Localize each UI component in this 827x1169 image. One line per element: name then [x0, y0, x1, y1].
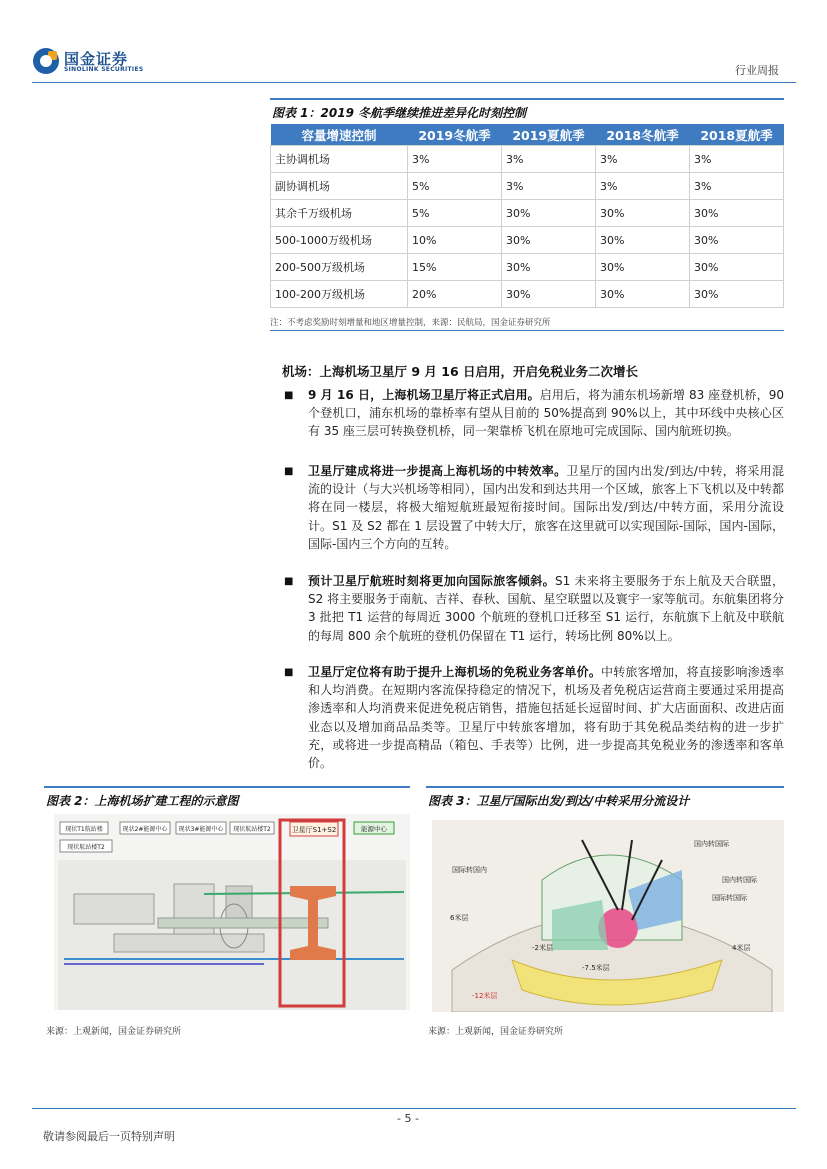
- logo-text-en: SINOLINK SECURITIES: [64, 66, 144, 73]
- value-cell: 5%: [408, 200, 502, 227]
- bullet-text: S1 未来将主要服务于东上航及天合联盟，S2 将主要服务于南航、吉祥、春秋、国航、星空联盟以及寰宇一家等航司。东航集团将分 3 批把 T1 运营的每周近 3000 个航班的登机口迁移至 S1 运行，东航旗下上航及中联航的每周 800 余个航班的登机仍保留在 T1 运行，转场比例 80%以上。: [308, 574, 784, 643]
- figure2-top-rule: [44, 786, 410, 788]
- value-cell: 30%: [502, 254, 596, 281]
- table-row: [271, 200, 784, 227]
- diagram-label: 国内转国际: [722, 876, 757, 884]
- table-header-cell: 容量增速控制: [271, 124, 408, 146]
- disclaimer-note: 敬请参阅最后一页特别声明: [43, 1130, 175, 1143]
- bullet-paragraph: [308, 572, 784, 645]
- row-label-cell: 200-500万级机场: [271, 254, 408, 281]
- value-cell: 30%: [690, 227, 784, 254]
- row-label-cell: 100-200万级机场: [271, 281, 408, 308]
- table-header-cell: 2019夏航季: [502, 124, 596, 146]
- table1-note: 注：不考虑奖励时刻增量和地区增量控制，来源：民航局，国金证券研究所: [270, 318, 551, 328]
- row-label-cell: 500-1000万级机场: [271, 227, 408, 254]
- value-cell: 3%: [596, 146, 690, 173]
- value-cell: 3%: [690, 146, 784, 173]
- value-cell: 3%: [690, 173, 784, 200]
- diagram-label: 国际转国际: [712, 894, 747, 902]
- table-header-cell: 2019冬航季: [408, 124, 502, 146]
- bullet-icon: ■: [284, 390, 294, 401]
- figure3-top-rule: [426, 786, 784, 788]
- value-cell: 30%: [596, 227, 690, 254]
- diagram-label: -12米层: [472, 992, 498, 1000]
- table1-top-rule: [270, 98, 784, 100]
- table-row: [271, 173, 784, 200]
- diagram-label: 现状航站楼T2: [67, 844, 105, 851]
- table1-bottom-rule: [270, 330, 784, 331]
- table-header-cell: 2018夏航季: [690, 124, 784, 146]
- bullet-text: 启用后，将为浦东机场新增 83 座登机桥，90 个登机口，浦东机场的靠桥率有望从目前的 50%提高到 90%以上，其中环线中央核心区有 35 座三层可转换登机桥，同一架靠桥飞机在原地可完成国际、国内航班切换。: [308, 388, 784, 439]
- diagram-label: -2米层: [532, 944, 553, 952]
- diagram-label: 国内转国际: [694, 840, 729, 848]
- bullet-lead: 卫星厅定位将有助于提升上海机场的免税业务客单价。: [308, 665, 602, 679]
- diagram-label: 现状2#能源中心: [122, 826, 168, 833]
- company-logo-icon: [33, 48, 59, 74]
- value-cell: 30%: [502, 227, 596, 254]
- header-rule: [32, 82, 796, 83]
- table-row: [271, 254, 784, 281]
- bullet-text: 卫星厅的国内出发/到达/中转，将采用混流的设计（与大兴机场等相同），国内出发和到达共用一个区域，旅客上下飞机以及中转都将在同一楼层，将极大缩短航班最短衔接时间。国际出发/到达/中转方面，采用分流设计。S1 及 S2 都在 1 层设置了中转大厅，旅客在这里就可以实现国际-国际，国内-国际，国际-国内三个方向的互转。: [308, 464, 784, 551]
- diagram-label: 4米层: [732, 944, 751, 952]
- airport-expansion-diagram: [54, 814, 410, 1010]
- value-cell: 3%: [502, 173, 596, 200]
- bullet-text: 中转旅客增加，将直接影响渗透率和人均消费。在短期内客流保持稳定的情况下，机场及者免税店运营商主要通过采用提高渗透率和人均消费来促进免税店销售，措施包括延长逗留时间、扩大店面面积、改进店面业态以及增加商品品类等。卫星厅中转旅客增加，将有助于其免税品类结构的进一步扩充，或将进一步提高精品（箱包、手表等）比例，进一步提高其免税业务的渗透率和客单价。: [308, 665, 784, 771]
- page-number: - 5 -: [397, 1112, 419, 1125]
- row-label-cell: 副协调机场: [271, 173, 408, 200]
- value-cell: 10%: [408, 227, 502, 254]
- bullet-icon: ■: [284, 466, 294, 477]
- bullet-paragraph: [308, 386, 784, 441]
- value-cell: 30%: [596, 281, 690, 308]
- figure3-source: 来源：上观新闻，国金证券研究所: [428, 1027, 564, 1037]
- value-cell: 30%: [502, 281, 596, 308]
- value-cell: 20%: [408, 281, 502, 308]
- diagram-label: 现状T1航站楼: [65, 826, 103, 833]
- diagram-label: 6米层: [450, 914, 469, 922]
- table-row: [271, 227, 784, 254]
- figure2-source: 来源：上观新闻，国金证券研究所: [46, 1027, 182, 1037]
- bullet-icon: ■: [284, 667, 294, 678]
- value-cell: 3%: [596, 173, 690, 200]
- value-cell: 5%: [408, 173, 502, 200]
- figure2-title: 图表 2：上海机场扩建工程的示意图: [46, 794, 239, 808]
- value-cell: 30%: [502, 200, 596, 227]
- logo-text-cn: 国金证券: [64, 50, 129, 68]
- table1-title: 图表 1：2019 冬航季继续推进差异化时刻控制: [272, 106, 527, 120]
- diagram-label: 国际转国内: [452, 866, 487, 874]
- diagram-label: 现状航站楼T2: [233, 826, 271, 833]
- section-title: 机场：上海机场卫星厅 9 月 16 日启用，开启免税业务二次增长: [282, 364, 639, 379]
- value-cell: 30%: [596, 254, 690, 281]
- value-cell: 3%: [408, 146, 502, 173]
- bullet-paragraph: [308, 462, 784, 553]
- table-row: [271, 281, 784, 308]
- figure3-title: 图表 3：卫星厅国际出发/到达/中转采用分流设计: [428, 794, 690, 808]
- diagram-label: 现状3#能源中心: [178, 826, 224, 833]
- value-cell: 30%: [596, 200, 690, 227]
- row-label-cell: 主协调机场: [271, 146, 408, 173]
- bullet-paragraph: [308, 663, 784, 772]
- table-row: [271, 146, 784, 173]
- table-header-cell: 2018冬航季: [596, 124, 690, 146]
- diagram-label: -7.5米层: [582, 964, 610, 972]
- bullet-icon: ■: [284, 576, 294, 587]
- capacity-growth-table: [270, 124, 784, 308]
- bullet-lead: 卫星厅建成将进一步提高上海机场的中转效率。: [308, 464, 567, 478]
- value-cell: 15%: [408, 254, 502, 281]
- table-header-row: [271, 124, 784, 146]
- value-cell: 30%: [690, 281, 784, 308]
- diagram-label: 卫星厅S1+S2: [291, 826, 337, 834]
- bullet-lead: 预计卫星厅航班时刻将更加向国际旅客倾斜。: [308, 574, 555, 588]
- satellite-flow-diagram: [432, 820, 784, 1012]
- diagram-label: 能源中心: [361, 825, 387, 833]
- row-label-cell: 其余千万级机场: [271, 200, 408, 227]
- document-type: 行业周报: [735, 64, 779, 77]
- value-cell: 30%: [690, 254, 784, 281]
- footer-rule: [32, 1108, 796, 1109]
- value-cell: 3%: [502, 146, 596, 173]
- value-cell: 30%: [690, 200, 784, 227]
- bullet-lead: 9 月 16 日，上海机场卫星厅将正式启用。: [308, 388, 540, 402]
